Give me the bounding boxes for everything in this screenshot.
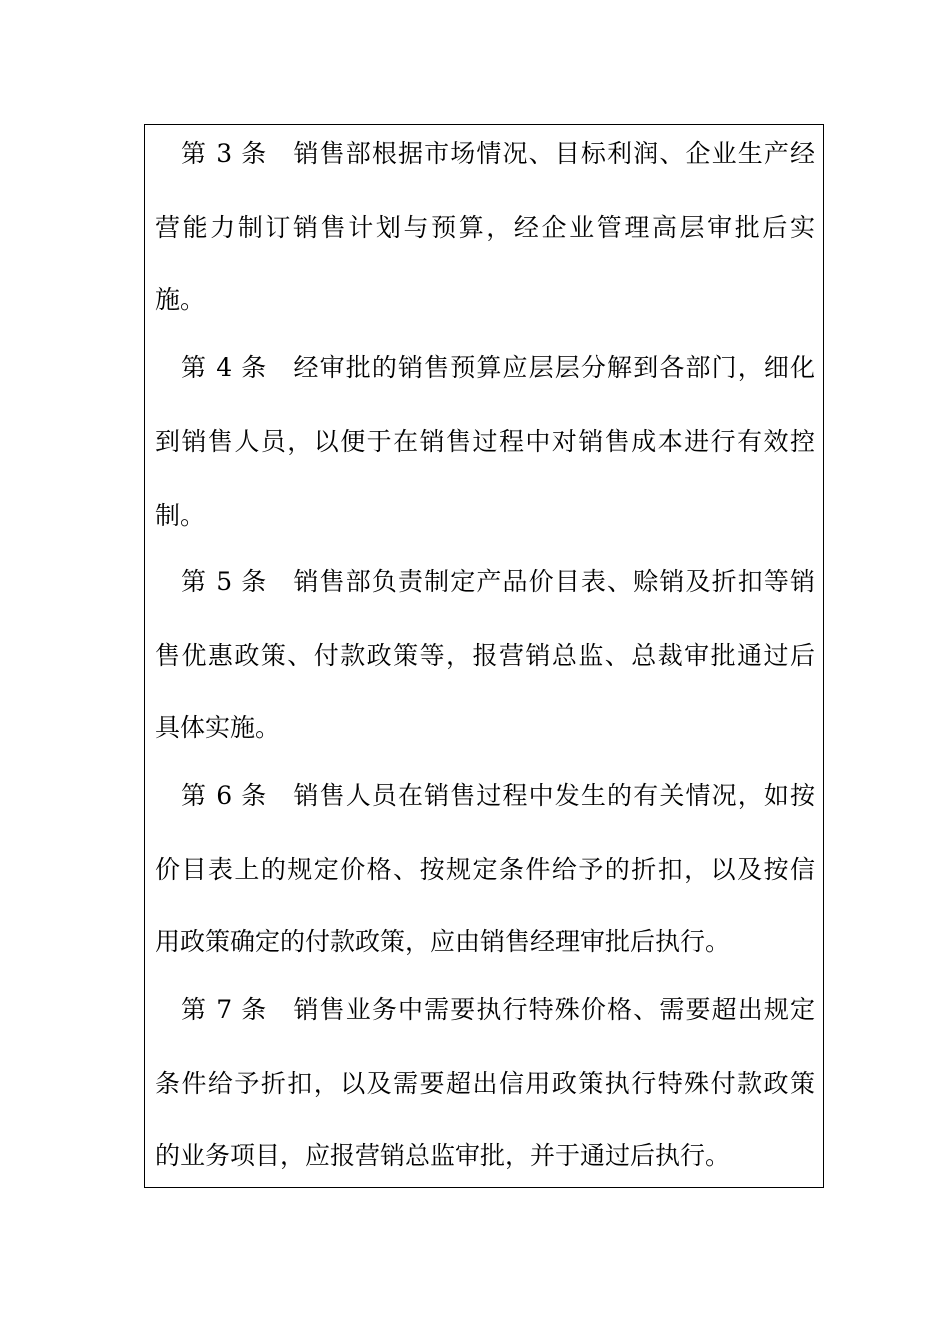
article-7-line-2: 条件给予折扣，以及需要超出信用政策执行特殊付款政策 — [155, 1069, 815, 1098]
article-4-line-2: 到销售人员，以便于在销售过程中对销售成本进行有效控 — [155, 427, 815, 456]
article-4-line-1: 第 4 条 经审批的销售预算应层层分解到各部门，细化 — [181, 353, 815, 382]
article-6-line-3: 用政策确定的付款政策，应由销售经理审批后执行。 — [155, 927, 731, 956]
article-5-line-1: 第 5 条 销售部负责制定产品价目表、赊销及折扣等销 — [181, 567, 815, 596]
article-7-line-3: 的业务项目，应报营销总监审批，并于通过后执行。 — [155, 1141, 731, 1170]
article-7-line-1: 第 7 条 销售业务中需要执行特殊价格、需要超出规定 — [181, 995, 815, 1024]
document-text-box — [144, 124, 824, 1188]
article-3-line-1: 第 3 条 销售部根据市场情况、目标利润、企业生产经 — [181, 139, 815, 168]
article-3-line-2: 营能力制订销售计划与预算，经企业管理高层审批后实 — [155, 213, 815, 242]
article-3-line-3: 施。 — [155, 285, 206, 314]
article-5-line-2: 售优惠政策、付款政策等，报营销总监、总裁审批通过后 — [155, 641, 815, 670]
article-4-line-3: 制。 — [155, 501, 206, 530]
article-6-line-2: 价目表上的规定价格、按规定条件给予的折扣，以及按信 — [155, 855, 815, 884]
article-6-line-1: 第 6 条 销售人员在销售过程中发生的有关情况，如按 — [181, 781, 815, 810]
article-5-line-3: 具体实施。 — [155, 713, 281, 742]
